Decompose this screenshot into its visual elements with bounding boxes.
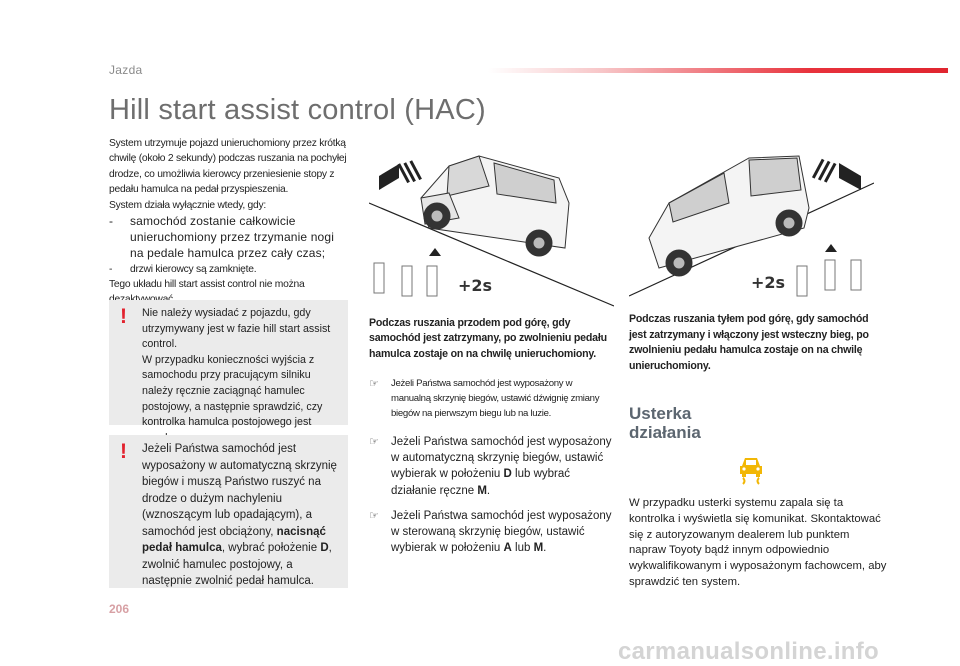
note-manual-gearbox: ☞ Jeżeli Państwa samochód jest wyposażony w manualną skrzynię biegów, ustawić dźwignię zmiany biegów na pierwszym biegu lub na luzie. xyxy=(369,378,600,419)
van-uphill-forward-illustration xyxy=(369,148,614,308)
list-item: - samochód zostanie całkowicie unieruchomiony przez trzymanie nogi na pedale hamulca przez cały czas; xyxy=(109,213,349,262)
pointing-hand-icon: ☞ xyxy=(369,510,379,522)
fault-description: W przypadku usterki systemu zapala się ta kontrolka i wyświetla się komunikat. Skontaktować się z autoryzowanym dealerem lub punktem napraw Toyoty bądź innym odpowiednio wykwalifikowanym i wyposażonym fachowcem, aby sprawdzić ten system. xyxy=(629,497,887,588)
note-controlled-gearbox: ☞ Jeżeli Państwa samochód jest wyposażony w sterowaną skrzynię biegów, ustawić wybierak w położeniu A lub M. xyxy=(369,508,614,557)
timer-label: +2s xyxy=(751,273,786,292)
caption-reverse: Podczas ruszania tyłem pod górę, gdy samochód jest zatrzymany i włączony jest wsteczny bieg, po zwolnieniu pedału hamulca zostaje on na chwilę unieruchomiony. xyxy=(629,313,869,372)
watermark: carmanualsonline.info xyxy=(618,638,880,665)
warning-icon: ! xyxy=(120,440,127,463)
page-number: 206 xyxy=(109,602,130,616)
note-automatic-gearbox: ☞ Jeżeli Państwa samochód jest wyposażony w automatyczną skrzynię biegów, ustawić wybierak w położeniu D lub wybrać działanie ręczne M. xyxy=(369,434,614,499)
pointing-hand-icon: ☞ xyxy=(369,378,379,390)
section-label: Jazda xyxy=(109,63,143,77)
list-item: - drzwi kierowcy są zamknięte. xyxy=(109,262,349,277)
intro-text xyxy=(109,136,349,308)
timer-label: +2s xyxy=(458,276,493,295)
fault-heading: Usterka działania xyxy=(629,404,701,442)
disable-note: Tego układu hill start assist control nie można xyxy=(109,279,305,291)
header-accent-bar xyxy=(488,68,948,73)
warning-box-automatic-gearbox: ! Jeżeli Państwa samochód jest wyposażony w automatyczną skrzynię biegów i muszą Państwo ruszyć na drodze o dużym nachyleniu (wznoszącym lub opadającym), a samochód jest obciążony, nacisnąć pedał hamulca, wybrać położenie D, zwolnić hamulec postojowy, a następnie zwolnić pedał hamulca. xyxy=(109,435,348,588)
pointing-hand-icon: ☞ xyxy=(369,436,379,448)
page-title: Hill start assist control (HAC) xyxy=(109,94,486,126)
list-item-text: drzwi kierowcy są zamknięte. xyxy=(130,263,257,275)
intro-condition: System działa wyłącznie wtedy, gdy: xyxy=(109,199,267,211)
list-item-text: samochód zostanie całkowicie unieruchomiony przez trzymanie nogi na pedale hamulca przez cały czas; xyxy=(130,214,335,261)
warning-icon: ! xyxy=(120,305,127,328)
intro-paragraph: System utrzymuje pojazd unieruchomiony przez krótką chwilę (około 2 sekundy) podczas ruszania na pochyłej drodze, co umożliwia kierowcy przeniesienie stopy z pedału hamulca na pedał przyspieszenia. xyxy=(109,138,347,196)
skid-warning-icon xyxy=(734,452,768,491)
warning-box-exit-vehicle: ! Nie należy wysiadać z pojazdu, gdy utrzymywany jest w fazie hill start assist control. W przypadku konieczności wyjścia z samochodu przy pracującym silniku należy ręcznie zaciągnąć hamulec postojowy, a następnie sprawdzić, czy kontrolka hamulca postojowego jest xyxy=(109,300,348,425)
van-uphill-reverse-illustration xyxy=(629,148,874,308)
caption-forward: Podczas ruszania przodem pod górę, gdy samochód jest zatrzymany, po zwolnieniu pedału hamulca zostaje on na chwilę unieruchomiony. xyxy=(369,317,607,360)
